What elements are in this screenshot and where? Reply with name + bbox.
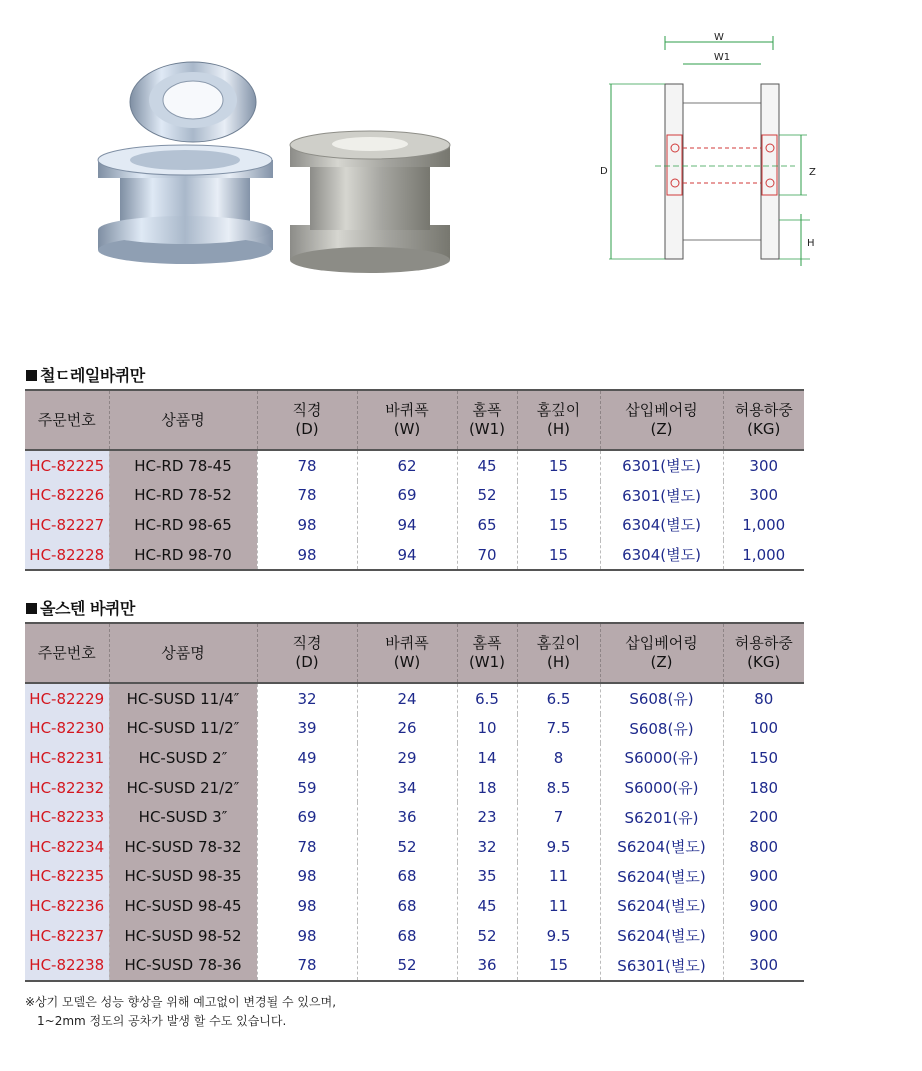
table-row — [25, 683, 804, 714]
cell-diameter: 32 — [257, 683, 357, 714]
cell-bearing: S6204(별도) — [600, 862, 723, 892]
cell-bearing: S6204(별도) — [600, 921, 723, 951]
cell-order-number: HC-82228 — [25, 540, 109, 571]
cell-groove-depth: 11 — [517, 862, 600, 892]
cell-load: 300 — [723, 950, 804, 981]
cell-groove-width: 45 — [457, 891, 517, 921]
cell-bearing: S608(유) — [600, 683, 723, 714]
cell-bearing: S6000(유) — [600, 743, 723, 773]
label-h: H — [807, 238, 815, 249]
table-header-row — [25, 390, 804, 450]
cell-wheel-width: 94 — [357, 540, 457, 571]
cell-bearing: S608(유) — [600, 714, 723, 744]
cell-groove-width: 10 — [457, 714, 517, 744]
cell-order-number: HC-82231 — [25, 743, 109, 773]
header-diameter — [257, 623, 357, 683]
cell-diameter: 78 — [257, 832, 357, 862]
header-order-number — [25, 390, 109, 450]
cell-load: 1,000 — [742, 515, 786, 534]
cell-order-number: HC-82234 — [25, 832, 109, 862]
footnote-line: 1~2mm 정도의 공차가 발생 할 수도 있습니다. — [37, 1014, 287, 1028]
header-label: 상품명 — [161, 410, 205, 429]
header-unit: (KG) — [747, 420, 781, 438]
cell-wheel-width: 94 — [357, 510, 457, 540]
header-groove-depth — [517, 390, 600, 450]
cell-bearing: 6304(별도) — [600, 540, 723, 571]
table-header-row — [25, 623, 804, 683]
header-label: 바퀴폭 — [385, 401, 429, 419]
cell-bearing: S6204(별도) — [600, 891, 723, 921]
header-unit: (D) — [295, 420, 319, 438]
cell-product-name: HC-SUSD 78-36 — [109, 950, 257, 981]
header-wheel-width — [357, 390, 457, 450]
table-row — [25, 802, 804, 832]
cell-load: 900 — [749, 867, 779, 886]
header-label: 바퀴폭 — [385, 634, 429, 652]
cell-diameter: 59 — [257, 773, 357, 803]
header-label: 주문번호 — [37, 643, 96, 662]
cell-product-name: HC-RD 78-45 — [109, 450, 257, 481]
wheel-right — [290, 131, 450, 273]
cell-diameter: 78 — [257, 950, 357, 981]
cell-product-name: HC-RD 98-65 — [109, 510, 257, 540]
cell-wheel-width: 24 — [357, 683, 457, 714]
cell-wheel-width: 68 — [357, 891, 457, 921]
cell-groove-depth: 9.5 — [517, 921, 600, 951]
label-w1: W1 — [713, 52, 731, 63]
rail-wheel-spec-table — [25, 389, 804, 571]
cell-groove-width: 32 — [457, 832, 517, 862]
cell-load: 900 — [749, 896, 779, 915]
cell-groove-depth: 15 — [517, 510, 600, 540]
cell-load: 80 — [754, 689, 774, 708]
cell-bearing: 6304(별도) — [600, 510, 723, 540]
header-product-name — [109, 623, 257, 683]
cell-groove-depth: 15 — [517, 950, 600, 981]
footnote-line: ※상기 모델은 성능 향상을 위해 예고없이 변경될 수 있으며, — [25, 995, 337, 1009]
header-groove-depth — [517, 623, 600, 683]
square-bullet-icon — [26, 370, 37, 381]
header-label: 홈폭 — [472, 401, 502, 419]
header-bearing — [600, 623, 723, 683]
cell-load: 200 — [749, 808, 779, 827]
cell-groove-width: 35 — [457, 862, 517, 892]
cell-order-number: HC-82233 — [25, 802, 109, 832]
stainless-wheel-spec-table — [25, 622, 804, 982]
cell-diameter: 39 — [257, 714, 357, 744]
cell-load: 180 — [749, 778, 779, 797]
cell-wheel-width: 26 — [357, 714, 457, 744]
header-label: 홈깊이 — [536, 401, 581, 419]
table-row — [25, 891, 804, 921]
header-product-name — [109, 390, 257, 450]
header-label: 홈폭 — [472, 634, 502, 652]
cell-wheel-width: 68 — [357, 921, 457, 951]
cell-diameter: 98 — [257, 540, 357, 571]
header-groove-width — [457, 623, 517, 683]
footnote — [25, 993, 336, 1031]
cell-groove-depth: 7 — [517, 802, 600, 832]
cell-load: 800 — [749, 837, 779, 856]
cell-diameter: 98 — [257, 510, 357, 540]
table-row — [25, 832, 804, 862]
section1-title: 철ㄷ레일바퀴만 — [26, 363, 145, 386]
table-row — [25, 773, 804, 803]
cell-bearing: S6301(별도) — [600, 950, 723, 981]
square-bullet-icon — [26, 603, 37, 614]
cell-product-name: HC-SUSD 11/2″ — [109, 714, 257, 744]
cell-order-number: HC-82230 — [25, 714, 109, 744]
cell-bearing: 6301(별도) — [600, 450, 723, 481]
cell-bearing: S6204(별도) — [600, 832, 723, 862]
header-label: 직경 — [292, 401, 322, 419]
cell-order-number: HC-82236 — [25, 891, 109, 921]
cell-wheel-width: 52 — [357, 832, 457, 862]
cell-groove-width: 45 — [457, 450, 517, 481]
header-unit: (KG) — [747, 653, 781, 671]
header-bearing — [600, 390, 723, 450]
cell-product-name: HC-RD 78-52 — [109, 481, 257, 511]
wheel-product-photo — [90, 40, 470, 290]
cell-order-number: HC-82225 — [25, 450, 109, 481]
cell-groove-depth: 6.5 — [517, 683, 600, 714]
header-unit: (W) — [393, 653, 421, 671]
section2-title: 올스텐 바퀴만 — [26, 596, 135, 619]
cell-product-name: HC-SUSD 78-32 — [109, 832, 257, 862]
cell-product-name: HC-SUSD 3″ — [109, 802, 257, 832]
table-row — [25, 540, 804, 571]
cell-wheel-width: 52 — [357, 950, 457, 981]
cell-product-name: HC-SUSD 98-52 — [109, 921, 257, 951]
cell-order-number: HC-82235 — [25, 862, 109, 892]
cell-product-name: HC-SUSD 98-45 — [109, 891, 257, 921]
table-row — [25, 950, 804, 981]
header-diameter — [257, 390, 357, 450]
cell-wheel-width: 36 — [357, 802, 457, 832]
cell-load: 150 — [749, 748, 779, 767]
header-unit: (H) — [547, 420, 570, 438]
cell-diameter: 78 — [257, 450, 357, 481]
header-unit: (W) — [393, 420, 421, 438]
header-unit: (W1) — [468, 653, 506, 671]
cell-order-number: HC-82226 — [25, 481, 109, 511]
cell-diameter: 98 — [257, 862, 357, 892]
cell-groove-depth: 15 — [517, 450, 600, 481]
cell-groove-width: 6.5 — [457, 683, 517, 714]
cell-diameter: 98 — [257, 921, 357, 951]
cell-groove-depth: 9.5 — [517, 832, 600, 862]
cell-load: 300 — [749, 486, 779, 505]
cell-diameter: 69 — [257, 802, 357, 832]
cell-groove-width: 52 — [457, 481, 517, 511]
cell-load: 300 — [749, 456, 779, 475]
cell-product-name: HC-RD 98-70 — [109, 540, 257, 571]
table-row — [25, 743, 804, 773]
cell-load: 900 — [749, 926, 779, 945]
cell-diameter: 78 — [257, 481, 357, 511]
cell-groove-width: 23 — [457, 802, 517, 832]
cell-groove-width: 70 — [457, 540, 517, 571]
header-groove-width — [457, 390, 517, 450]
header-label: 홈깊이 — [536, 634, 581, 652]
wheel-left — [98, 145, 273, 264]
cell-product-name: HC-SUSD 98-35 — [109, 862, 257, 892]
header-label: 상품명 — [161, 643, 205, 662]
dimension-drawing — [595, 28, 835, 268]
cell-order-number: HC-82232 — [25, 773, 109, 803]
header-unit: (D) — [295, 653, 319, 671]
cell-bearing: 6301(별도) — [600, 481, 723, 511]
cell-order-number: HC-82238 — [25, 950, 109, 981]
header-load — [723, 390, 804, 450]
cell-order-number: HC-82227 — [25, 510, 109, 540]
header-unit: (Z) — [650, 420, 673, 438]
cell-groove-width: 36 — [457, 950, 517, 981]
cell-product-name: HC-SUSD 21/2″ — [109, 773, 257, 803]
table-row — [25, 862, 804, 892]
cell-groove-depth: 15 — [517, 540, 600, 571]
cell-wheel-width: 34 — [357, 773, 457, 803]
cell-diameter: 98 — [257, 891, 357, 921]
cell-groove-width: 65 — [457, 510, 517, 540]
label-w: W — [714, 32, 724, 43]
header-label: 삽입베어링 — [625, 634, 698, 652]
label-z: Z — [809, 167, 816, 178]
label-d: D — [600, 166, 608, 177]
header-unit: (H) — [547, 653, 570, 671]
cell-groove-width: 14 — [457, 743, 517, 773]
cell-load: 1,000 — [723, 540, 804, 571]
cell-product-name: HC-SUSD 2″ — [109, 743, 257, 773]
table-row — [25, 481, 804, 511]
header-label: 삽입베어링 — [625, 401, 698, 419]
table-row — [25, 714, 804, 744]
cell-groove-width: 18 — [457, 773, 517, 803]
cell-wheel-width: 69 — [357, 481, 457, 511]
header-unit: (Z) — [650, 653, 673, 671]
header-label: 직경 — [292, 634, 322, 652]
header-label: 허용하중 — [734, 634, 793, 652]
cell-wheel-width: 68 — [357, 862, 457, 892]
cell-groove-width: 52 — [457, 921, 517, 951]
cell-product-name: HC-SUSD 11/4″ — [109, 683, 257, 714]
header-load — [723, 623, 804, 683]
wheel-back — [130, 62, 256, 142]
header-wheel-width — [357, 623, 457, 683]
header-label: 허용하중 — [734, 401, 793, 419]
cell-diameter: 49 — [257, 743, 357, 773]
cell-order-number: HC-82229 — [25, 683, 109, 714]
cell-groove-depth: 8 — [517, 743, 600, 773]
table-row — [25, 921, 804, 951]
cell-bearing: S6201(유) — [600, 802, 723, 832]
cell-groove-depth: 11 — [517, 891, 600, 921]
cell-order-number: HC-82237 — [25, 921, 109, 951]
header-order-number — [25, 623, 109, 683]
cell-groove-depth: 8.5 — [517, 773, 600, 803]
cell-wheel-width: 29 — [357, 743, 457, 773]
table-row — [25, 510, 804, 540]
header-label: 주문번호 — [37, 410, 96, 429]
cell-groove-depth: 15 — [517, 481, 600, 511]
header-unit: (W1) — [468, 420, 506, 438]
cell-groove-depth: 7.5 — [517, 714, 600, 744]
cell-wheel-width: 62 — [357, 450, 457, 481]
table-row — [25, 450, 804, 481]
cell-bearing: S6000(유) — [600, 773, 723, 803]
cell-load: 100 — [749, 719, 779, 738]
